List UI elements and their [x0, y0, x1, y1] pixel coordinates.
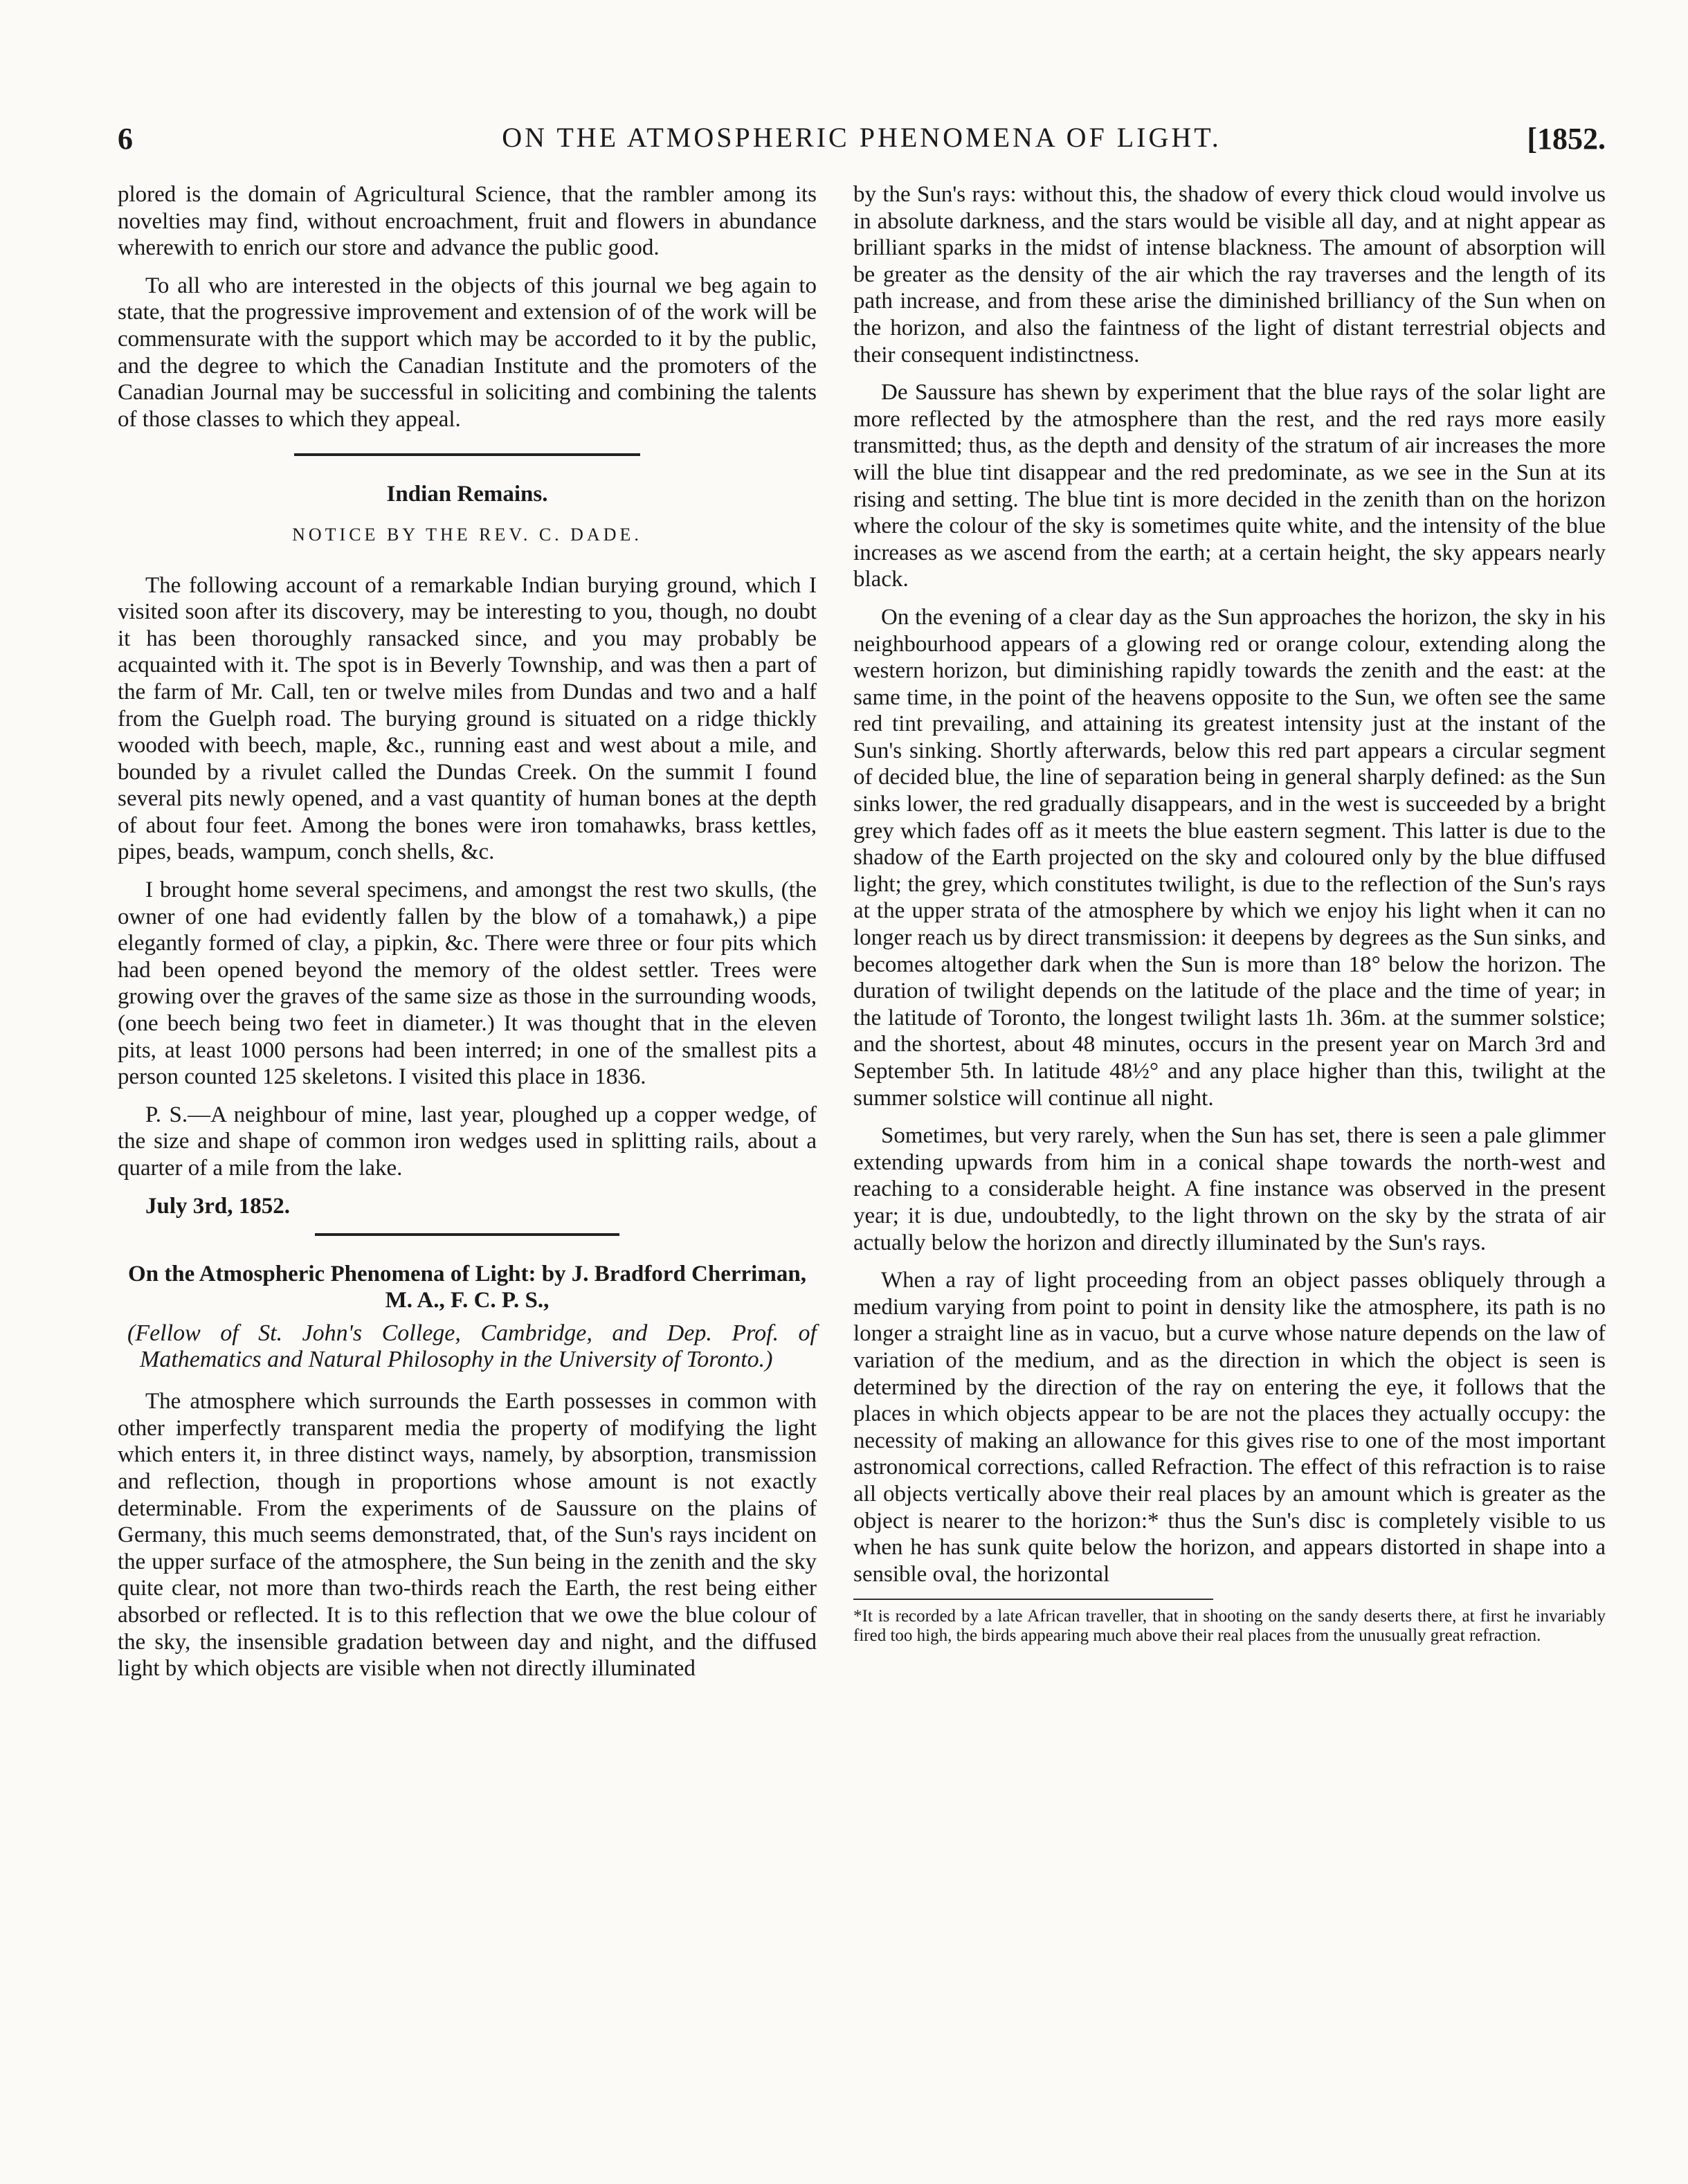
right-paragraph-4: Sometimes, but very rarely, when the Sun has set, there is seen a pale glimmer extending upwards from him in a conical shape towards the north-west and reaching to a considerable height. A fine instance was observed in the present year; it is due, undoubtedly, to the light thrown on the sky by the strata of air actually below the horizon and directly illuminated by the Sun's rays. [853, 1123, 1606, 1255]
right-paragraph-1: by the Sun's rays: without this, the shadow of every thick cloud would involve us in absolute darkness, and the stars would be visible all day, and at night appear as brilliant sparks in the midst of intense blackness. The amount of absorption will be greater as the density of the air which the ray traverses and the length of its path increase, and from these arise the diminished brilliancy of the Sun when on the horizon, and also the faintness of the light of distant terrestrial objects and their consequent indistinctness. [853, 182, 1606, 367]
right-paragraph-3: On the evening of a clear day as the Sun approaches the horizon, the sky in his neighbourhood appears of a glowing red or orange colour, extending along the western horizon, but diminishing rapidly towards the zenith and the east: at the same time, in the point of the heavens opposite to the Sun, we often see the same red tint prevailing, and attaining its greatest intensity just at the instant of the Sun's sinking. Shortly afterwards, below this red part appears a circular segment of decided blue, the line of separation being in general sharply defined: as the Sun sinks lower, the red gradually disappears, and in the west is succeeded by a bright grey which fades off as it meets the blue eastern segment. This latter is due to the shadow of the Earth projected on the sky and coloured only by the blue diffused light; the grey, which constitutes twilight, is due to the reflection of the Sun's rays at the upper strata of the atmosphere by which we enjoy his light when it can no longer reach us by direct transmission: it deepens by degrees as the Sun sinks, and becomes altogether dark when the Sun is more than 18° below the horizon. The duration of twilight depends on the latitude of the place and the time of year; in the latitude of Toronto, the longest twilight lasts 1h. 36m. at the summer solstice; and the shortest, about 48 minutes, occurs in the present year on March 3rd and September 5th. In latitude 48½° and any place higher than this, twilight at the summer solstice will continue all night. [853, 604, 1606, 1111]
footnote-refraction: *It is recorded by a late African traveller, that in shooting on the sandy deserts there, at first he invariably fired too high, the birds appearing much above their real places from the unusually great refraction. [853, 1607, 1606, 1646]
running-header [118, 121, 1606, 170]
article-title: On the Atmospheric Phenomena of Light: by J. Bradford Cherriman, M. A., F. C. P. S., [128, 1262, 806, 1313]
author-affiliation: (Fellow of St. John's College, Cambridge, and Dep. Prof. of Mathematics and Natural Philosophy in the University of Toronto.) [127, 1320, 817, 1373]
article-divider [315, 1233, 619, 1236]
letter-date: July 3rd, 1852. [145, 1193, 291, 1219]
page-number: 6 [118, 122, 133, 156]
postscript-paragraph: P. S.—A neighbour of mine, last year, ploughed up a copper wedge, of the size and shape of common iron wedges used in splitting rails, about a quarter of a mile from the lake. [118, 1102, 817, 1181]
running-title: ON THE ATMOSPHERIC PHENOMENA OF LIGHT. [502, 122, 1222, 153]
section-title-indian-remains: Indian Remains. [386, 482, 548, 507]
footnote-rule [853, 1599, 1213, 1600]
section-divider [294, 453, 640, 456]
right-paragraph-2: De Saussure has shewn by experiment that the blue rays of the solar light are more reflected by the atmosphere than the rest, and the red rays more easily transmitted; thus, as the depth and density of the stratum of air increases the more will the blue tint disappear and the red predominate, as we see in the Sun at its rising and setting. The blue tint is more decided in the zenith than on the horizon where the colour of the sky is sometimes quite white, and the intensity of the blue increases as we ascend from the earth; at a certain height, the sky appears nearly black. [853, 380, 1606, 592]
intro-paragraph-2: To all who are interested in the objects of this journal we beg again to state, that the progressive improvement and extension of of the work will be commensurate with the support which may be accorded to it by the public, and the degree to which the Canadian Institute and the promoters of the Canadian Journal may be successful in soliciting and combining the talents of those classes to which they appeal. [118, 273, 817, 432]
indian-paragraph-1: The following account of a remarkable Indian burying ground, which I visited soon after its discovery, may be interesting to you, though, no doubt it has been thoroughly ransacked since, and you may probably be acquainted with it. The spot is in Beverly Township, and was then a part of the farm of Mr. Call, ten or twelve miles from Dundas and two and a half from the Guelph road. The burying ground is situated on a ridge thickly wooded with beech, maple, &c., running east and west about a mile, and bounded by a rivulet called the Dundas Creek. On the summit I found several pits newly opened, and a vast quantity of human bones at the depth of about four feet. Among the bones were iron tomahawks, brass kettles, pipes, beads, wampum, conch shells, &c. [118, 572, 817, 865]
header-year: [1852. [1527, 122, 1606, 156]
section-subtitle-notice: NOTICE BY THE REV. C. DADE. [292, 524, 642, 545]
indian-paragraph-2: I brought home several specimens, and amongst the rest two skulls, (the owner of one had evidently fallen by the blow of a tomahawk,) a pipe elegantly formed of clay, a pipkin, &c. There were three or four pits which had been opened beyond the memory of the oldest settler. Trees were growing over the graves of the same size as those in the surrounding woods, (one beech being two feet in diameter.) It was thought that in the eleven pits, at least 1000 persons had been interred; in one of the smallest pits a person counted 125 skeletons. I visited this place in 1836. [118, 877, 817, 1090]
left-column [118, 181, 817, 1693]
right-paragraph-5: When a ray of light proceeding from an object passes obliquely through a medium varying from point to point in density like the atmosphere, its path is no longer a straight line as in vacuo, but a curve whose nature depends on the law of variation of the medium, and as the direction in which the object is seen is determined by the direction of the ray on entering the eye, it follows that the places in which objects appear to be are not the places they actually occupy: the necessity of making an allowance for this gives rise to one of the most important astronomical corrections, called Refraction. The effect of this refraction is to raise all objects vertically above their real places by an amount which is greater as the object is nearer to the horizon:* thus the Sun's disc is completely visible to us when he has sunk quite below the horizon, and appears distorted in shape into a sensible oval, the horizontal [853, 1268, 1606, 1587]
intro-paragraph-1: plored is the domain of Agricultural Science, that the rambler among its novelties may find, without encroachment, fruit and flowers in abundance wherewith to enrich our store and advance the public good. [118, 182, 817, 261]
right-column [853, 181, 1606, 1646]
article-paragraph-1: The atmosphere which surrounds the Earth possesses in common with other imperfectly transparent media the property of modifying the light which enters it, in three distinct ways, namely, by absorption, transmission and reflection, though in proportions whose amount is not exactly determinable. From the experiments of de Saussure on the plains of Germany, this much seems demonstrated, that, of the Sun's rays incident on the upper surface of the atmosphere, the Sun being in the zenith and the sky quite clear, not more than two-thirds reach the Earth, the rest being either absorbed or reflected. It is to this reflection that we owe the blue colour of the sky, the insensible gradation between day and night, and the diffused light by which objects are visible when not directly illuminated [118, 1389, 817, 1682]
